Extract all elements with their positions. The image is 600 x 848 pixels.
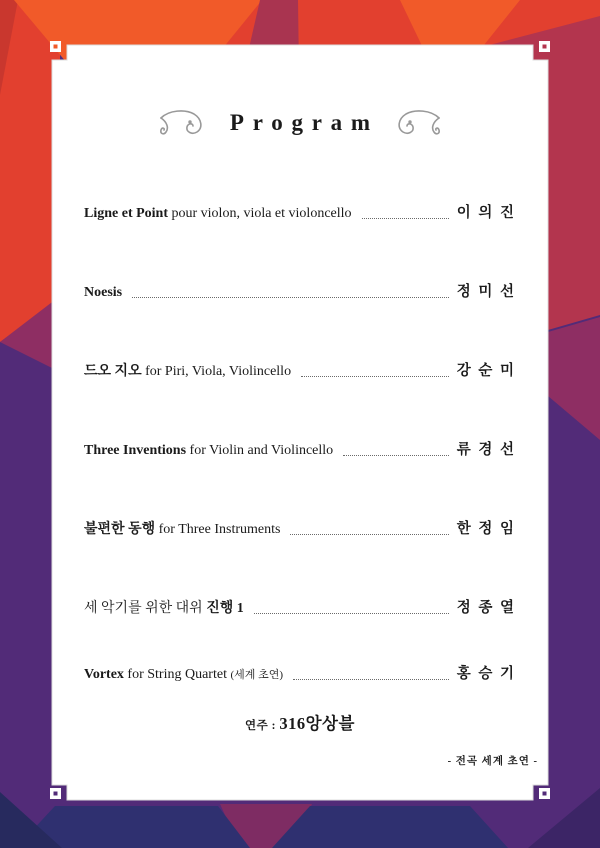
piece-title-segment: for Three Instruments: [155, 522, 281, 537]
page-title: Program: [229, 110, 379, 135]
program-item: [84, 519, 516, 598]
piece-title-segment: 불편한 동행: [84, 522, 156, 537]
program-item-line: [84, 203, 516, 224]
program-item: [84, 440, 516, 519]
program-item-line: [84, 519, 516, 540]
leader-dots: [290, 533, 448, 535]
leader-dots: [132, 296, 449, 298]
flourish-icon-right: [393, 107, 441, 139]
performer-name: 316앙상블: [279, 714, 355, 733]
piece-title-segment: (세계 초연): [230, 669, 284, 681]
flourish-icon-left: [159, 107, 207, 139]
piece-title-segment: pour violon, viola et violoncello: [168, 206, 352, 221]
piece-title-segment: for Violin and Violincello: [186, 443, 334, 458]
premiere-note: - 전곡 세계 초연 -: [447, 756, 538, 767]
program-item-line: [84, 282, 516, 303]
piece-title-segment: for Piri, Viola, Violincello: [141, 364, 292, 379]
piece-title-segment: for String Quartet: [123, 667, 231, 682]
piece-title-segment: Ligne et Point: [84, 206, 168, 221]
program-item-line: [84, 664, 516, 685]
piece-title-segment: Vortex: [84, 667, 124, 682]
performer-label: 연주 :: [245, 720, 280, 732]
piece-title-segment: Three Inventions: [84, 443, 187, 458]
composer-name: 류 경 선: [456, 442, 516, 458]
performer-line: [52, 713, 548, 737]
program-item: [84, 598, 516, 664]
piece-title: [84, 441, 333, 461]
piece-title: [84, 665, 283, 685]
composer-name: 한 정 임: [456, 521, 516, 537]
program-item: [84, 282, 516, 361]
piece-title: [84, 283, 122, 303]
piece-title: [84, 362, 291, 382]
program-item: [84, 361, 516, 440]
piece-title: [84, 204, 352, 224]
composer-name: 강 순 미: [456, 363, 516, 379]
piece-title: [84, 599, 244, 619]
program-item-line: [84, 598, 516, 619]
piece-title-segment: 드오 지오: [84, 364, 142, 379]
piece-title: [84, 520, 280, 540]
composer-name: 정 미 선: [456, 284, 516, 300]
composer-name: 이 의 진: [456, 205, 516, 221]
composer-name: 홍 승 기: [456, 666, 516, 682]
composer-name: 정 종 열: [456, 600, 516, 616]
piece-title-segment: 진행 1: [206, 601, 244, 616]
program-item-line: [84, 361, 516, 382]
leader-dots: [254, 612, 449, 614]
leader-dots: [343, 454, 449, 456]
program-list: [84, 203, 516, 743]
leader-dots: [362, 217, 449, 219]
title-block: [52, 107, 548, 139]
piece-title-segment: 세 악기를 위한 대위: [84, 601, 207, 616]
leader-dots: [301, 375, 449, 377]
leader-dots: [293, 678, 449, 680]
piece-title-segment: Noesis: [84, 285, 123, 300]
program-item-line: [84, 440, 516, 461]
card-content: [52, 45, 548, 800]
program-item: [84, 203, 516, 282]
